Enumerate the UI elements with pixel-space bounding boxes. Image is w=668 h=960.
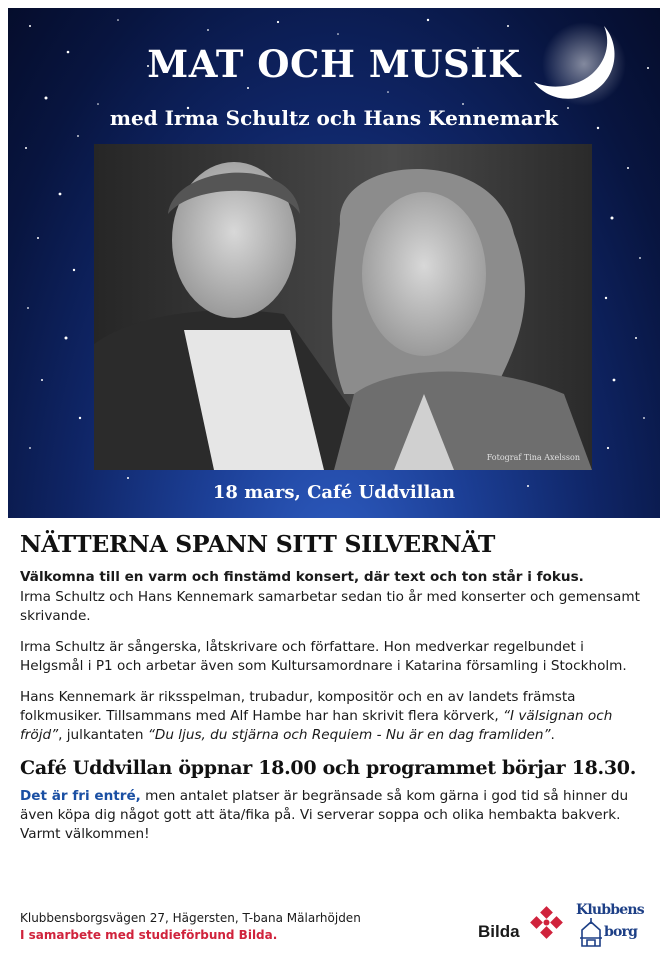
opening-times: Café Uddvillan öppnar 18.00 och programmet börjar 18.30. xyxy=(20,757,637,779)
klubb-logo-line1: Klubbens xyxy=(576,902,644,918)
hero-banner xyxy=(8,8,660,518)
venue-address: Klubbensborgsvägen 27, Hägersten, T-bana Mälarhöjden xyxy=(20,911,361,925)
intro-paragraph: Irma Schultz och Hans Kennemark samarbetar sedan tio år med konserter och gemensamt skrivande. xyxy=(20,589,640,624)
hans-text-mid: , julkantaten xyxy=(58,727,148,743)
entry-text: men antalet platser är begränsade så kom gärna i god tid så hinner du även köpa dig något gott att äta/fika på. Vi serverar soppa och olika hembakta bakverk. Varmt välkommen! xyxy=(20,788,629,842)
church-icon xyxy=(578,918,604,948)
poster-title: MAT OCH MUSIK xyxy=(147,42,521,86)
performers-photo xyxy=(94,144,592,470)
partner-note: I samarbete med studieförbund Bilda. xyxy=(20,928,278,942)
photo-credit: Fotograf Tina Axelsson xyxy=(486,453,580,462)
work-title-2: “Du ljus, du stjärna och Requiem - Nu är en dag framliden” xyxy=(147,727,551,743)
poster-subtitle: med Irma Schultz och Hans Kennemark xyxy=(109,106,559,130)
entry-paragraph xyxy=(20,787,650,844)
hans-text-end: . xyxy=(550,727,555,743)
main-content xyxy=(20,530,650,856)
lead-text: Välkomna till en varm och finstämd konsert, där text och ton står i fokus. xyxy=(20,569,584,585)
concert-heading: NÄTTERNA SPANN SITT SILVERNÄT xyxy=(20,530,496,558)
free-entry-highlight: Det är fri entré, xyxy=(20,788,141,804)
event-date-venue: 18 mars, Café Uddvillan xyxy=(212,482,456,503)
hans-paragraph xyxy=(20,688,650,745)
klubb-logo-line2: borg xyxy=(604,924,638,940)
hans-text-start: Hans Kennemark är riksspelman, trubadur, kompositör och en av landets främsta folkmusiker. Tillsammans med Alf Hambe har han skrivit flera körverk, xyxy=(20,689,576,724)
footer xyxy=(20,910,460,944)
klubbensborg-logo xyxy=(572,896,658,952)
work-title-1: “I välsignan och fröjd” xyxy=(20,708,613,743)
irma-paragraph: Irma Schultz är sångerska, låtskrivare och författare. Hon medverkar regelbundet i Helgsmål i P1 och arbetar även som Kultursamordnare i Katarina församling i Stockholm. xyxy=(20,639,627,674)
bilda-symbol-icon xyxy=(528,906,564,942)
bilda-logo-text: Bilda xyxy=(478,922,520,941)
bilda-logo xyxy=(478,904,564,948)
